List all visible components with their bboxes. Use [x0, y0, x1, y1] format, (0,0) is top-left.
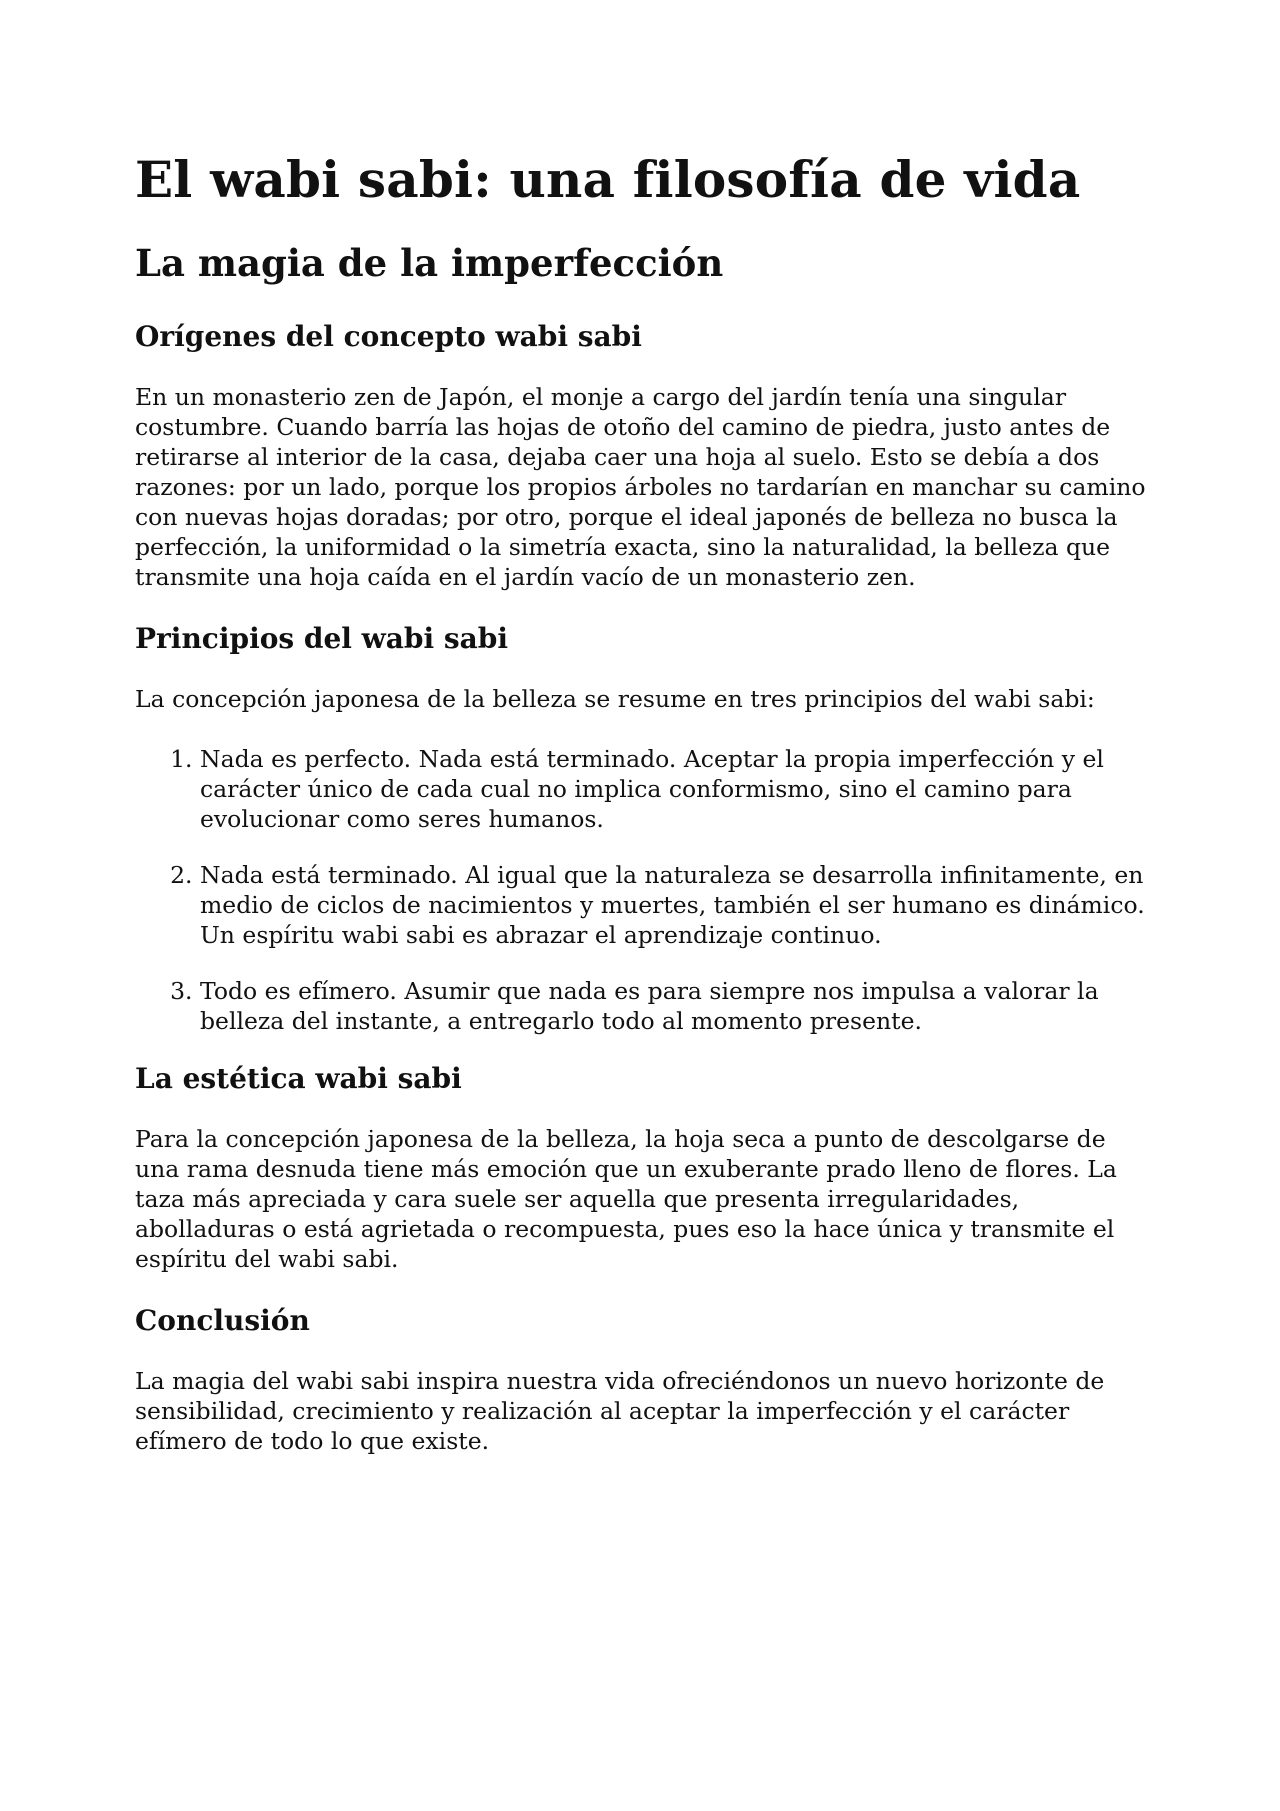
- paragraph: En un monasterio zen de Japón, el monje a cargo del jardín tenía una singular costumbre. Cuando barría las hojas de otoño del camino de piedra, justo antes de retirarse al interior de la casa, dejaba caer una hoja al suelo. Esto se debía a dos razones: por un lado, porque los propios árboles no tardarían en manchar su camino con nuevas hojas doradas; por otro, porque el ideal japonés de belleza no busca la perfección, la uniformidad o la simetría exacta, sino la naturalidad, la belleza que transmite una hoja caída en el jardín vacío de un monasterio zen.: [135, 383, 1146, 591]
- document-page: [135, 150, 1155, 1486]
- principles-list: [135, 744, 1155, 1036]
- paragraph: Para la concepción japonesa de la belleza, la hoja seca a punto de descolgarse de una rama desnuda tiene más emoción que un exuberante prado lleno de flores. La taza más apreciada y cara suele ser aquella que presenta irregularidades, abolladuras o está agrietada o recompuesta, pues eso la hace única y transmite el espíritu del wabi sabi.: [135, 1125, 1117, 1273]
- section-conclusion: [135, 1304, 1155, 1456]
- list-item: 1. Nada es perfecto. Nada está terminado. Aceptar la propia imperfección y el carácter único de cada cual no implica conformismo, sino el camino para evolucionar como seres humanos.: [200, 744, 1155, 834]
- section-origins: [135, 320, 1155, 592]
- paragraph: La magia del wabi sabi inspira nuestra vida ofreciéndonos un nuevo horizonte de sensibilidad, crecimiento y realización al aceptar la imperfección y el carácter efímero de todo lo que existe.: [135, 1367, 1105, 1455]
- document-title: El wabi sabi: una filosofía de vida: [135, 150, 1081, 209]
- list-item: 2. Nada está terminado. Al igual que la naturaleza se desarrolla infinitamente, en medio de ciclos de nacimientos y muertes, también el ser humano es dinámico. Un espíritu wabi sabi es abrazar el aprendizaje continuo.: [200, 860, 1155, 950]
- section-heading: Conclusión: [135, 1304, 310, 1337]
- document-subtitle: La magia de la imperfección: [135, 241, 724, 285]
- section-principles: [135, 622, 1155, 1036]
- section-aesthetics: [135, 1062, 1155, 1274]
- paragraph: La concepción japonesa de la belleza se resume en tres principios del wabi sabi:: [135, 685, 1095, 713]
- section-heading: Principios del wabi sabi: [135, 622, 508, 655]
- list-item: 3. Todo es efímero. Asumir que nada es para siempre nos impulsa a valorar la belleza del instante, a entregarlo todo al momento presente.: [200, 976, 1155, 1036]
- section-heading: La estética wabi sabi: [135, 1062, 462, 1095]
- section-heading: Orígenes del concepto wabi sabi: [135, 320, 642, 353]
